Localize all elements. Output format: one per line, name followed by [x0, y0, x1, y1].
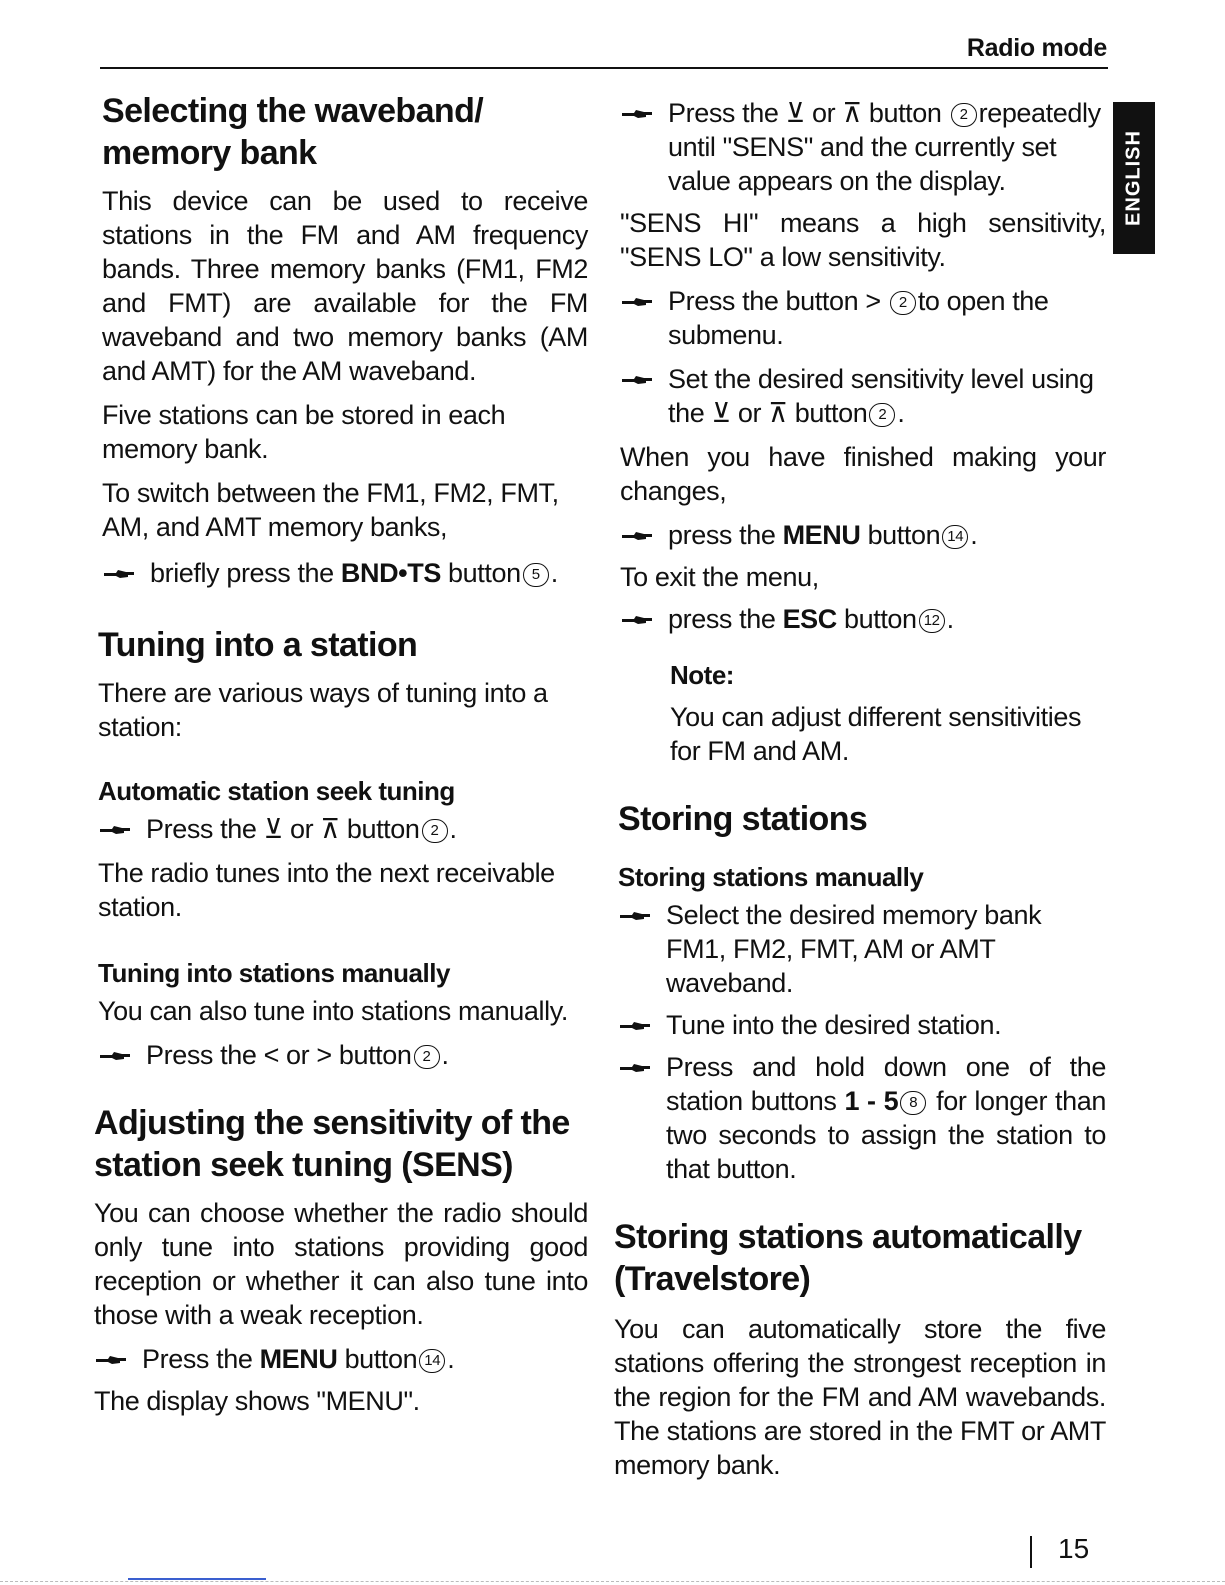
language-tab-label: ENGLISH	[1122, 130, 1145, 226]
pointing-hand-icon	[622, 109, 652, 119]
subsection-title-manual-tuning: Tuning into stations manually	[98, 958, 450, 988]
button-number-badge: 14	[942, 525, 968, 549]
scan-mark	[128, 1578, 266, 1580]
paragraph-switch-banks: To switch between the FM1, FM2, FMT, AM, and AMT memory banks,	[102, 478, 559, 542]
button-number-badge: 2	[890, 291, 916, 315]
pointing-hand-icon	[100, 825, 130, 835]
note-text: You can adjust different sensitivities for FM and AM.	[670, 702, 1082, 766]
button-number-badge: 2	[422, 819, 448, 843]
paragraph-manual-tuning: You can also tune into stations manually.	[98, 996, 568, 1026]
pointing-hand-icon	[104, 569, 134, 579]
pointing-hand-icon	[96, 1355, 126, 1365]
section-title-storing: Storing stations	[618, 800, 868, 838]
button-number-badge: 14	[419, 1349, 445, 1373]
button-number-badge: 2	[951, 103, 977, 127]
pointing-hand-icon	[622, 375, 652, 385]
note-title: Note:	[670, 660, 734, 690]
step-press-repeatedly: Press the ⊻ or ⊼ button 2 repeatedly until "SENS" and the currently set value appears on the display.	[620, 96, 1106, 198]
step-tune-station: Tune into the desired station.	[618, 1008, 1106, 1042]
note-box	[620, 658, 1106, 768]
step-open-submenu: Press the button > 2 to open the submenu.	[620, 284, 1106, 352]
paragraph-next-station: The radio tunes into the next receivable station.	[98, 858, 555, 922]
section-title-waveband: Selecting the waveband/ memory bank	[102, 92, 484, 172]
pointing-hand-icon	[100, 1051, 130, 1061]
paragraph-travelstore: You can automatically store the five stations offering the strongest reception in the region for the FM and AM wavebands. The stations are stored in the FMT or AMT memory bank.	[614, 1314, 1106, 1480]
button-number-badge: 5	[523, 563, 549, 587]
button-number-badge: 8	[900, 1091, 926, 1115]
paragraph-tuning-ways: There are various ways of tuning into a station:	[98, 678, 548, 742]
page-number-bar	[1030, 1536, 1032, 1568]
pointing-hand-icon	[620, 1021, 650, 1031]
paragraph-exit-menu: To exit the menu,	[620, 562, 819, 592]
step-press-menu: Press the MENU button 14 .	[94, 1342, 588, 1376]
language-tab	[1113, 102, 1155, 254]
pointing-hand-icon	[622, 615, 652, 625]
button-number-badge: 2	[869, 403, 895, 427]
step-select-bank: Select the desired memory bank FM1, FM2, FMT, AM or AMT waveband.	[618, 898, 1106, 1000]
paragraph-sensitivity-intro: You can choose whether the radio should only tune into stations providing good reception or whether it can also tune into those with a weak reception.	[94, 1198, 588, 1330]
section-title-travelstore: Storing stations automatically (Travelstore)	[614, 1218, 1082, 1298]
section-title-sensitivity: Adjusting the sensitivity of the station seek tuning (SENS)	[94, 1104, 570, 1184]
section-title-tuning: Tuning into a station	[98, 626, 418, 664]
left-column	[92, 88, 588, 1418]
paragraph-sens-values: "SENS HI" means a high sensitivity, "SENS LO" a low sensitivity.	[620, 208, 1106, 272]
step-press-esc: press the ESC button 12 .	[620, 602, 1106, 636]
pointing-hand-icon	[622, 297, 652, 307]
step-press-bnd-ts: briefly press the BND•TS button 5 .	[102, 556, 588, 590]
header-rule	[100, 67, 1108, 69]
subsection-title-auto-seek: Automatic station seek tuning	[98, 776, 455, 806]
pointing-hand-icon	[622, 531, 652, 541]
paragraph-waveband-intro: This device can be used to receive stations in the FM and AM frequency bands. Three memory banks (FM1, FM2 and FMT) are available for the FM waveband and two memory banks (AM and AMT) for the AM waveband.	[102, 186, 588, 386]
button-number-badge: 2	[414, 1045, 440, 1069]
subsection-title-storing-manually: Storing stations manually	[618, 862, 924, 892]
page-number: 15	[1058, 1533, 1090, 1564]
scan-edge	[0, 1581, 1225, 1582]
paragraph-display-menu: The display shows "MENU".	[94, 1386, 420, 1416]
step-hold-preset: Press and hold down one of the station buttons 1 - 5 8 for longer than two seconds to assign the station to that button.	[618, 1050, 1106, 1186]
pointing-hand-icon	[620, 911, 650, 921]
step-set-sensitivity: Set the desired sensitivity level using the ⊻ or ⊼ button 2 .	[620, 362, 1106, 430]
paragraph-stations-per-bank: Five stations can be stored in each memory bank.	[102, 400, 506, 464]
right-column	[614, 88, 1106, 1482]
paragraph-finished: When you have finished making your changes,	[620, 442, 1106, 506]
step-press-seek: Press the ⊻ or ⊼ button 2 .	[98, 812, 588, 846]
running-header: Radio mode	[966, 34, 1107, 62]
pointing-hand-icon	[620, 1063, 650, 1073]
step-press-menu-confirm: press the MENU button 14 .	[620, 518, 1106, 552]
step-press-left-right: Press the < or > button 2 .	[98, 1038, 588, 1072]
button-number-badge: 12	[919, 609, 945, 633]
